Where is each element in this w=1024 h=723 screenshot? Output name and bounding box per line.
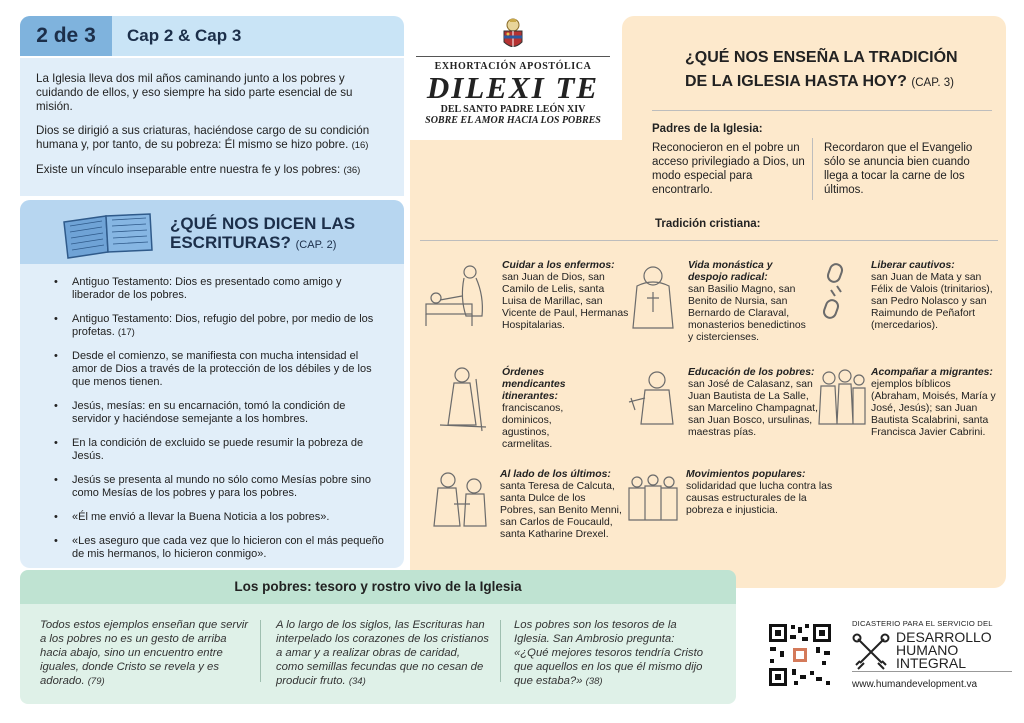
tradition-title <box>685 46 958 95</box>
quote-text: A lo largo de los siglos, las Escrituras han interpelado los corazones de los cristianos a amar y a realizar obras de caridad, como semillas fecundas que no cesan de producir fruto. <box>276 619 489 687</box>
list-item <box>50 437 386 463</box>
list-item <box>50 276 386 302</box>
bottom-heading: Los pobres: tesoro y rostro vivo de la Iglesia <box>20 570 736 604</box>
item-heading: Movimientos populares: <box>686 469 806 480</box>
scriptures-header <box>20 200 404 264</box>
dicastery-line3: INTEGRAL <box>896 655 967 671</box>
education-illustration-icon <box>625 368 681 428</box>
crossed-keys-icon <box>852 633 890 673</box>
section-header <box>20 16 404 56</box>
item-heading: Al lado de los últimos: <box>500 469 611 480</box>
intro-paragraph-3 <box>36 163 386 178</box>
fathers-heading: Padres de la Iglesia: <box>652 123 763 135</box>
tradition-title-line1: ¿QUÉ NOS ENSEÑA LA TRADICIÓN <box>685 49 958 66</box>
monk-illustration-icon <box>625 262 681 332</box>
title-rule <box>416 56 610 57</box>
intro-p3-text: Existe un vínculo inseparable entre nuestra fe y los pobres: <box>36 163 341 176</box>
item-text: santa Teresa de Calcuta, santa Dulce de los Pobres, san Benito Menni, san Carlos de Foucauld, santa Katharine Drexel. <box>500 481 622 540</box>
divider <box>652 110 992 111</box>
item-heading: Órdenes mendicantes itinerantes: <box>502 367 566 402</box>
sick-care-illustration-icon <box>422 260 498 336</box>
popular-movements-illustration-icon <box>625 470 681 524</box>
intro-paragraph-2 <box>36 124 386 153</box>
scriptures-title <box>170 214 355 255</box>
scripture-ref: (17) <box>117 327 135 338</box>
scripture-text: Jesús, mesías: en su encarnación, tomó la condición de servidor y haciéndose semejante a los hombres. <box>72 400 346 425</box>
divider <box>812 138 813 200</box>
item-heading: Liberar cautivos: <box>871 260 955 271</box>
item-text: san Basilio Magno, san Benito de Nursia, san Bernardo de Claraval, monasterios benedictinos y cistercienses. <box>688 284 806 343</box>
item-text: franciscanos, dominicos, agustinos, carmelitas. <box>502 403 564 450</box>
scriptures-title-line1: ¿QUÉ NOS DICEN LAS <box>170 214 356 233</box>
scriptures-list <box>50 276 386 568</box>
scriptures-title-line2: ESCRITURAS? <box>170 233 291 252</box>
divider <box>500 620 501 682</box>
dicastery-logo <box>852 619 1012 671</box>
quote-ref: (38) <box>585 676 603 687</box>
tradition-chapter: (CAP. 3) <box>911 77 954 89</box>
qr-code-icon[interactable] <box>766 621 834 689</box>
item-text: san Juan de Mata y san Félix de Valois (trinitarios), san Pedro Nolasco y san Raimundo de Peñafort (mercedarios). <box>871 272 993 331</box>
open-book-icon <box>60 208 156 260</box>
list-item <box>50 511 386 524</box>
intro-p2-ref: (16) <box>351 140 369 151</box>
scripture-text: «Les aseguro que cada vez que lo hicieron con el más pequeño de mis hermanos, lo hicieron conmigo». <box>72 535 384 560</box>
dicastery-line1: DESARROLLO <box>896 629 992 645</box>
scripture-text: Jesús se presenta al mundo no sólo como Mesías pobre sino como Mesías de los pobres y para los pobres. <box>72 474 371 499</box>
scriptures-chapter: (CAP. 2) <box>295 239 337 251</box>
scripture-text: Desde el comienzo, se manifiesta con mucha intensidad el amor de Dios a través de la protección de los débiles y de los que menos tienen. <box>72 350 372 388</box>
quote-ref: (79) <box>87 676 105 687</box>
tradition-item-captives <box>871 260 1001 332</box>
list-item <box>50 313 386 339</box>
intro-box <box>20 58 404 196</box>
tradition-item-migrants <box>871 367 999 439</box>
charity-illustration-icon <box>430 468 492 530</box>
divider <box>420 240 998 241</box>
title-line-2: DILEXI TE <box>426 70 600 105</box>
intro-paragraph-1: La Iglesia lleva dos mil años caminando junto a los pobres y cuidando de ellos, y eso siempre ha sido parte esencial de su misión. <box>36 72 353 113</box>
title-line-4: SOBRE EL AMOR HACIA LOS POBRES <box>425 115 601 126</box>
tradition-item-mendicant <box>502 367 592 451</box>
migrants-illustration-icon <box>815 368 869 428</box>
document-title <box>410 18 616 126</box>
item-text: ejemplos bíblicos (Abraham, Moisés, María y José, Jesús); san Juan Bautista Scalabrini, santa Francisca Javier Cabrini. <box>871 379 996 438</box>
list-item <box>50 474 386 500</box>
quote-3 <box>514 618 710 689</box>
tradition-item-sick <box>502 260 630 332</box>
broken-chain-icon <box>815 262 861 322</box>
tradition-title-line2: DE LA IGLESIA HASTA HOY? <box>685 73 907 90</box>
item-text: solidaridad que lucha contra las causas estructurales de la pobreza e injusticia. <box>686 481 833 516</box>
tradition-item-last <box>500 469 624 541</box>
website-link[interactable]: www.humandevelopment.va <box>852 679 978 690</box>
quote-2 <box>276 618 490 689</box>
scriptures-section <box>20 200 404 568</box>
mendicant-friar-illustration-icon <box>432 365 494 433</box>
dicastery-line2: HUMANO <box>896 642 959 658</box>
title-line-3: DEL SANTO PADRE LEÓN XIV <box>440 104 586 115</box>
page-badge: 2 de 3 <box>20 16 112 56</box>
item-text: san Juan de Dios, san Camilo de Lelis, santa Luisa de Marillac, san Vicente de Paul, Hermanas Hospitalarias. <box>502 272 629 331</box>
quote-1 <box>40 618 250 689</box>
divider <box>260 620 261 682</box>
scripture-text: En la condición de excluido se puede resumir la pobreza de Jesús. <box>72 437 364 462</box>
papal-coat-of-arms-icon <box>496 18 530 52</box>
intro-p2-text: Dios se dirigió a sus criaturas, haciéndose cargo de su condición humana y, por tanto, de su pobreza: Él mismo se hizo pobre. <box>36 124 370 151</box>
quote-text: Los pobres son los tesoros de la Iglesia. San Ambrosio pregunta: «¿Qué mejores tesoros tendría Cristo que aquellos en los que él mismo dijo que estaba?» <box>514 619 703 687</box>
fathers-text-2: Recordaron que el Evangelio sólo se anuncia bien cuando llega a tocar la carne de los últimos. <box>824 142 973 196</box>
item-text: san José de Calasanz, san Juan Bautista de La Salle, san Marcelino Champagnat, san Juan Bosco, ursulinas, maestras pías. <box>688 379 818 438</box>
chapters-label: Cap 2 & Cap 3 <box>127 26 242 45</box>
christian-tradition-heading: Tradición cristiana: <box>655 218 761 230</box>
dicastery-small: DICASTERIO PARA EL SERVICIO DEL <box>852 619 993 628</box>
divider <box>852 671 1012 672</box>
item-heading: Cuidar a los enfermos: <box>502 260 615 271</box>
item-heading: Vida monástica y despojo radical: <box>688 260 773 283</box>
bottom-quotes <box>20 604 736 704</box>
quote-ref: (34) <box>348 676 366 687</box>
list-item <box>50 350 386 389</box>
scripture-text: Antiguo Testamento: Dios, refugio del pobre, por medio de los profetas. <box>72 313 374 338</box>
list-item <box>50 400 386 426</box>
item-heading: Acompañar a migrantes: <box>871 367 993 378</box>
quote-text: Todos estos ejemplos enseñan que servir a los pobres no es un gesto de arriba hacia abajo, sino un encuentro entre iguales, donde Cristo se revela y es adorado. <box>40 619 249 687</box>
item-heading: Educación de los pobres: <box>688 367 815 378</box>
list-item <box>50 535 386 561</box>
tradition-item-movements <box>686 469 834 517</box>
tradition-item-monastic <box>688 260 806 344</box>
dicastery-name <box>896 631 992 670</box>
title-line-1: EXHORTACIÓN APOSTÓLICA <box>434 61 592 72</box>
scripture-text: «Él me envió a llevar la Buena Noticia a los pobres». <box>72 511 330 523</box>
intro-p3-ref: (36) <box>343 165 361 176</box>
scripture-text: Antiguo Testamento: Dios es presentado como amigo y liberador de los pobres. <box>72 276 342 301</box>
tradition-item-education <box>688 367 818 439</box>
fathers-text-1: Reconocieron en el pobre un acceso privilegiado a Dios, un modo especial para encontrarlo. <box>652 142 805 196</box>
